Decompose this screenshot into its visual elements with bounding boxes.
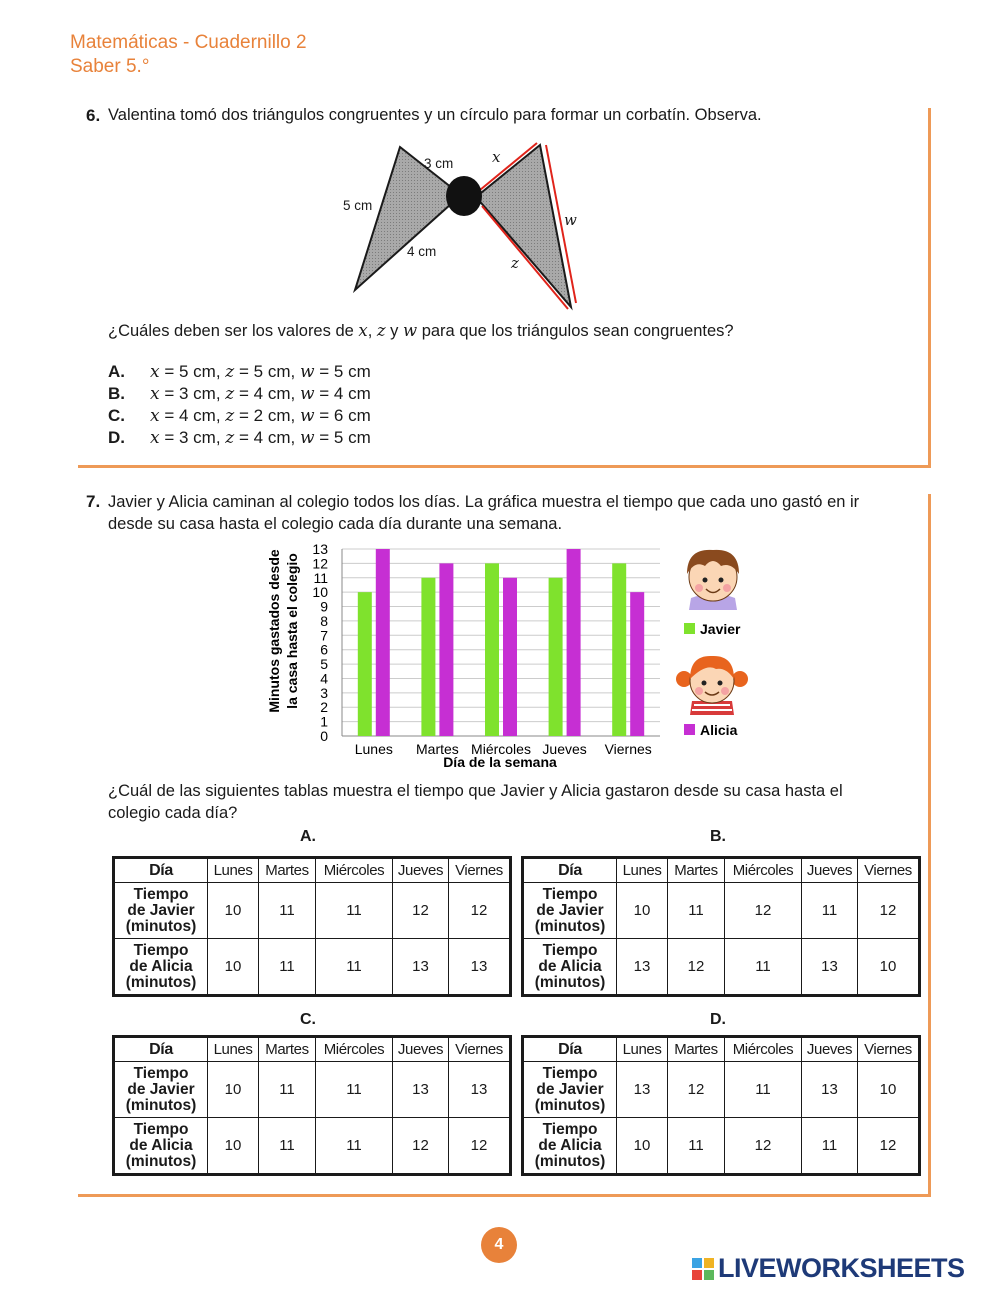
table-cell: 13 [802,1062,858,1118]
y-tick-label: 10 [312,584,328,601]
label-4cm: 4 cm [407,244,437,259]
table-cell: 13 [617,939,668,996]
header-cell: Miércoles [316,858,393,883]
table-cell: 11 [259,883,316,939]
option-letter: A. [108,362,125,381]
y-axis-label-line2: la casa hasta el colegio [284,553,300,709]
header-cell: Martes [259,1037,316,1062]
y-tick-label: 3 [320,684,328,701]
q7-prompt-line2: desde su casa hasta el colegio cada día durante una semana. [108,515,563,533]
header-cell: Día [523,1037,617,1062]
q6-option[interactable]: C. x = 4 cm, z = 2 cm, w = 6 cm [108,406,371,426]
table-cell: 12 [858,883,920,939]
option-letter: B. [108,384,125,403]
center-circle [446,176,482,216]
header-cell: Lunes [617,858,668,883]
table-cell: 13 [617,1062,668,1118]
data-table [112,1035,512,1176]
q6-frame-bottom [78,465,931,468]
table-cell: 13 [449,1062,511,1118]
table-cell: 13 [449,939,511,996]
table-cell: 11 [802,1118,858,1175]
table-row-alicia [114,1118,511,1175]
label-w: w [564,211,577,229]
table-cell: 13 [802,939,858,996]
option-z-value: 4 [253,428,264,447]
option-w-value: 6 [333,406,344,425]
x-tick-label: Martes [416,741,459,757]
option-w-value: 5 [333,362,344,381]
table-cell: 11 [725,1062,802,1118]
header-cell: Viernes [449,858,511,883]
data-table [112,856,512,997]
legend-swatch-javier [684,623,695,634]
y-axis-label-line1: Minutos gastados desde [266,549,282,713]
header-cell: Martes [668,858,725,883]
bar-javier-martes [421,578,435,736]
option-z-value: 5 [253,362,264,381]
bar-alicia-jueves [567,549,581,736]
q6-option[interactable]: A. x = 5 cm, z = 5 cm, w = 5 cm [108,362,371,382]
header-cell: Viernes [858,858,920,883]
header-cell: Jueves [802,858,858,883]
x-tick-label: Lunes [354,741,393,757]
header-cell: Jueves [802,1037,858,1062]
row-label: Tiempo de Alicia (minutos) [114,939,208,996]
javier-avatar [687,550,739,610]
right-triangle [476,145,571,307]
table-row-alicia [523,1118,920,1175]
chart-yticks [312,541,328,744]
y-tick-label: 0 [320,728,328,744]
q6-frame-right [928,108,931,468]
table-cell: 11 [259,1118,316,1175]
option-letter: D. [108,428,125,447]
q7-question-line1: ¿Cuál de las siguientes tablas muestra el tiempo que Javier y Alicia gastaron desde su casa hasta el [108,782,843,800]
y-tick-label: 6 [320,641,328,658]
bar-javier-miércoles [485,563,499,736]
table-cell: 11 [259,939,316,996]
bar-alicia-miércoles [503,578,517,736]
table-cell: 11 [316,1118,393,1175]
x-tick-label: Viernes [604,741,652,757]
table-cell: 11 [259,1062,316,1118]
bar-chart [260,540,760,775]
x-tick-label: Miércoles [471,741,531,757]
header-cell: Jueves [393,858,449,883]
table-cell: 13 [393,1062,449,1118]
header-cell: Miércoles [725,858,802,883]
label-3cm: 3 cm [424,156,454,171]
table-label: C. [300,1011,316,1028]
table-cell: 13 [393,939,449,996]
y-tick-label: 12 [312,555,328,572]
bowtie-figure [330,135,600,315]
bar-alicia-martes [439,563,453,736]
y-tick-label: 7 [320,627,328,644]
y-tick-label: 9 [320,598,328,615]
table-cell: 12 [725,883,802,939]
table-cell: 12 [449,1118,511,1175]
bar-javier-viernes [612,563,626,736]
table-header-row [523,858,920,883]
legend-label-alicia: Alicia [700,722,738,738]
table-row-javier [523,883,920,939]
header-cell: Lunes [208,858,259,883]
chart-bars [358,549,644,736]
table-label: B. [710,828,726,845]
table-cell: 10 [617,1118,668,1175]
table-cell: 10 [208,883,259,939]
row-label: Tiempo de Javier (minutos) [523,1062,617,1118]
table-label: A. [300,828,316,845]
data-table [521,856,921,997]
q6-prompt: Valentina tomó dos triángulos congruentes y un círculo para formar un corbatín. Observa. [108,106,762,124]
row-label: Tiempo de Javier (minutos) [114,1062,208,1118]
table-row-javier [523,1062,920,1118]
table-cell: 12 [725,1118,802,1175]
y-tick-label: 8 [320,612,328,629]
data-table [521,1035,921,1176]
label-z: z [511,254,519,272]
option-x-value: 3 [178,428,189,447]
header-subject: Matemáticas - Cuadernillo 2 [70,32,307,53]
table-label: D. [710,1011,726,1028]
header-cell: Viernes [858,1037,920,1062]
header-cell: Miércoles [725,1037,802,1062]
alicia-avatar [676,656,748,715]
table-cell: 12 [668,1062,725,1118]
table-row-javier [114,883,511,939]
option-x-value: 5 [178,362,189,381]
q6-option[interactable]: D. x = 3 cm, z = 4 cm, w = 5 cm [108,428,371,448]
header-cell: Día [114,1037,208,1062]
table-cell: 12 [393,1118,449,1175]
y-tick-label: 2 [320,699,328,716]
q6-question: ¿Cuáles deben ser los valores de x, z y w para que los triángulos sean congruentes? [108,321,734,340]
option-x-value: 3 [178,384,189,403]
table-header-row [523,1037,920,1062]
header-cell: Lunes [208,1037,259,1062]
table-cell: 12 [668,939,725,996]
table-cell: 12 [449,883,511,939]
option-z-value: 2 [253,406,264,425]
page-number: 4 [481,1227,517,1263]
legend-label-javier: Javier [700,621,741,637]
table-cell: 10 [858,1062,920,1118]
option-z-value: 4 [253,384,264,403]
table-cell: 12 [858,1118,920,1175]
header-cell: Viernes [449,1037,511,1062]
option-x-value: 4 [178,406,189,425]
header-cell: Martes [668,1037,725,1062]
table-row-alicia [523,939,920,996]
table-cell: 10 [208,1118,259,1175]
header-cell: Jueves [393,1037,449,1062]
label-x: x [492,148,501,166]
table-cell: 11 [316,1062,393,1118]
header-cell: Día [523,858,617,883]
legend-swatch-alicia [684,724,695,735]
table-cell: 11 [316,883,393,939]
table-cell: 10 [208,939,259,996]
option-w-value: 4 [333,384,344,403]
table-cell: 10 [858,939,920,996]
table-cell: 11 [668,883,725,939]
table-cell: 10 [617,883,668,939]
table-header-row [114,858,511,883]
bar-javier-jueves [549,578,563,736]
option-w-value: 5 [333,428,344,447]
table-cell: 11 [802,883,858,939]
x-axis-label: Día de la semana [443,754,557,770]
row-label: Tiempo de Alicia (minutos) [114,1118,208,1175]
q6-option[interactable]: B. x = 3 cm, z = 4 cm, w = 4 cm [108,384,371,404]
row-label: Tiempo de Alicia (minutos) [523,939,617,996]
q7-frame-bottom [78,1194,931,1197]
q7-frame-right [928,494,931,1197]
header-cell: Día [114,858,208,883]
header-cell: Miércoles [316,1037,393,1062]
y-tick-label: 13 [312,541,328,557]
brand-name: LIVEWORKSHEETS [718,1253,965,1283]
table-cell: 11 [316,939,393,996]
x-tick-label: Jueves [542,741,587,757]
table-cell: 11 [668,1118,725,1175]
q6-number: 6. [86,106,101,125]
y-tick-label: 11 [313,569,328,586]
q7-question-line2: colegio cada día? [108,804,238,822]
row-label: Tiempo de Javier (minutos) [114,883,208,939]
row-label: Tiempo de Alicia (minutos) [523,1118,617,1175]
y-tick-label: 4 [320,670,328,687]
table-cell: 10 [208,1062,259,1118]
header-cell: Martes [259,858,316,883]
y-tick-label: 5 [320,656,328,673]
bar-alicia-viernes [630,592,644,736]
table-cell: 12 [393,883,449,939]
bar-alicia-lunes [376,549,390,736]
table-header-row [114,1037,511,1062]
q7-prompt-line1: Javier y Alicia caminan al colegio todos los días. La gráfica muestra el tiempo que cada uno gastó en ir [108,493,860,511]
label-5cm: 5 cm [343,198,373,213]
row-label: Tiempo de Javier (minutos) [523,883,617,939]
y-tick-label: 1 [320,713,328,730]
table-cell: 11 [725,939,802,996]
bar-javier-lunes [358,592,372,736]
q7-number: 7. [86,492,101,511]
header-cell: Lunes [617,1037,668,1062]
table-row-alicia [114,939,511,996]
header-grade: Saber 5.° [70,56,150,77]
option-letter: C. [108,406,125,425]
liveworksheets-logo-icon [692,1258,714,1280]
table-row-javier [114,1062,511,1118]
